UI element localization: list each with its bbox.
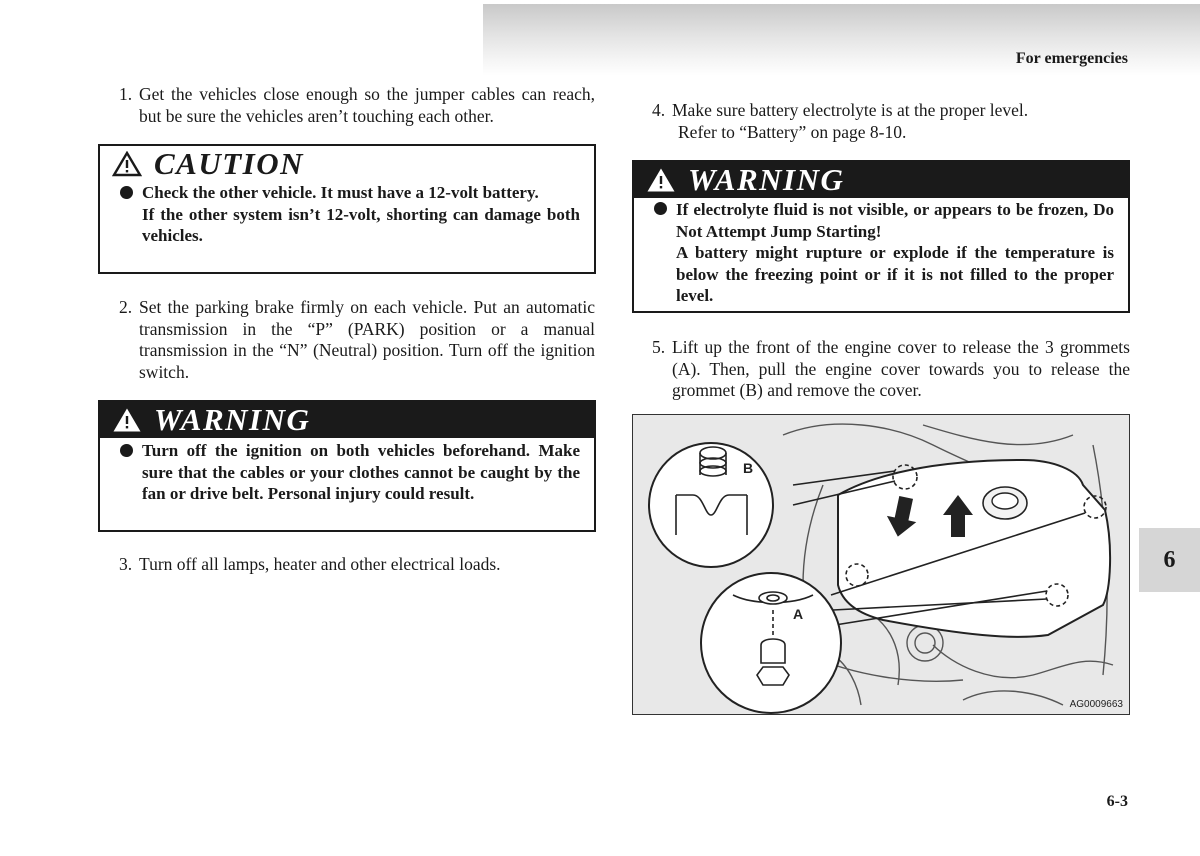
page-number: 6-3 — [1106, 793, 1128, 810]
step-reference: Refer to “Battery” on page 8-10. — [678, 121, 907, 142]
bullet-icon — [120, 444, 133, 457]
warning-body — [634, 198, 1128, 307]
step-3 — [119, 554, 595, 576]
step-text: Get the vehicles close enough so the jumper cables can reach, but be sure the vehicles aren’t touching each other. — [139, 84, 595, 126]
warning-triangle-icon — [112, 151, 142, 177]
section-title: For emergencies — [1015, 50, 1128, 67]
step-number: 1. — [119, 84, 133, 104]
warning-body — [100, 438, 594, 505]
caution-label: CAUTION — [154, 146, 305, 181]
grommet-a-label: A — [793, 606, 804, 622]
caution-box — [98, 144, 596, 274]
caution-body — [100, 182, 594, 247]
warning-triangle-icon — [112, 407, 142, 433]
engine-cover-drawing — [633, 415, 1129, 714]
step-number: 3. — [119, 554, 133, 574]
step-number: 4. — [652, 100, 666, 120]
warning-triangle-icon — [646, 167, 676, 193]
step-text: Set the parking brake firmly on each vehicle. Put an automatic transmission in the “P” (PARK) position or a manual transmission in the “N” (Neutral) position. Turn off the ignition switch. — [139, 297, 595, 382]
chapter-tab: 6 — [1139, 528, 1200, 592]
warning-text: If electrolyte fluid is not visible, or appears to be frozen, Do Not Attempt Jump Starting! — [676, 200, 1114, 241]
warning-box-2 — [632, 160, 1130, 313]
warning-label: WARNING — [154, 402, 311, 437]
step-4 — [652, 100, 1130, 143]
caution-header — [100, 146, 594, 182]
step-text: Turn off all lamps, heater and other electrical loads. — [139, 554, 501, 574]
step-1 — [119, 84, 595, 127]
step-text: Lift up the front of the engine cover to release the 3 grommets (A). Then, pull the engine cover towards you to release the grommet (B) and remove the cover. — [672, 337, 1130, 401]
step-5 — [652, 337, 1130, 402]
warning-text: Turn off the ignition on both vehicles beforehand. Make sure that the cables or your clothes cannot be caught by the fan or drive belt. Personal injury could result. — [142, 441, 580, 504]
warning-box — [98, 400, 596, 532]
grommet-b-label: B — [743, 460, 754, 476]
bullet-icon — [120, 186, 133, 199]
caution-text: Check the other vehicle. It must have a 12-volt battery. — [142, 183, 539, 202]
step-text: Make sure battery electrolyte is at the proper level. — [672, 100, 1029, 120]
bullet-icon — [654, 202, 667, 215]
warning-text-2: A battery might rupture or explode if the temperature is below the freezing point or if it is not filled to the proper level. — [676, 243, 1114, 306]
step-number: 2. — [119, 297, 133, 317]
warning-header — [100, 402, 594, 438]
caution-text-2: If the other system isn’t 12-volt, shorting can damage both vehicles. — [142, 204, 580, 246]
figure-code: AG0009663 — [1069, 699, 1123, 710]
warning-label: WARNING — [688, 162, 845, 197]
engine-cover-illustration — [632, 414, 1130, 715]
step-2 — [119, 297, 595, 383]
step-number: 5. — [652, 337, 666, 357]
warning-header — [634, 162, 1128, 198]
